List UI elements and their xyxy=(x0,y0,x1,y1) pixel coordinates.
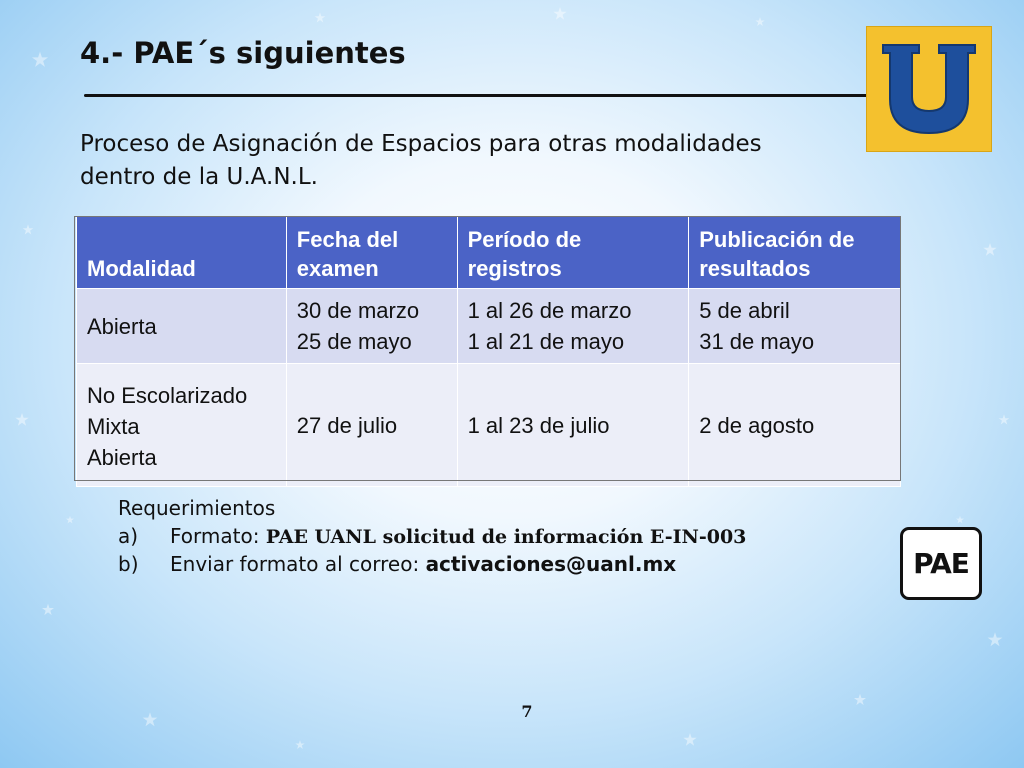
table-header-row xyxy=(77,217,901,289)
pae-logo: PAE xyxy=(900,527,982,600)
uanl-u-logo xyxy=(866,26,992,152)
header-line: registros xyxy=(467,256,562,281)
column-header-periodo-registros xyxy=(457,217,689,289)
cell-line: 2 de agosto xyxy=(699,412,815,438)
header-line: Período de xyxy=(467,227,582,252)
requirement-item xyxy=(118,524,746,548)
header-line: resultados xyxy=(699,256,811,281)
title-underline xyxy=(84,94,868,97)
table-cell-periodo-registros xyxy=(457,364,689,487)
schedule-table xyxy=(76,216,901,487)
slide-subtitle xyxy=(80,128,840,194)
subtitle-line: Proceso de Asignación de Espacios para otras modalidades xyxy=(80,131,762,157)
header-line: examen xyxy=(296,256,379,281)
list-marker: b) xyxy=(118,552,139,576)
cell-line: 30 de marzo xyxy=(296,298,420,323)
cell-line: 25 de mayo xyxy=(296,329,412,354)
column-header-modalidad xyxy=(77,217,287,289)
requirement-label: Formato: xyxy=(170,524,260,548)
table-cell-publicacion-resultados xyxy=(689,289,901,364)
header-line: Publicación de xyxy=(699,227,855,252)
cell-line: No Escolarizado xyxy=(87,382,248,408)
form-name: PAE UANL solicitud de información E-IN-003 xyxy=(265,526,747,548)
requirements-section xyxy=(118,496,746,576)
cell-line: Abierta xyxy=(87,444,157,470)
slide-title: 4.- PAE´s siguientes xyxy=(80,36,406,70)
requirement-label: Enviar formato al correo: xyxy=(170,552,420,576)
table-cell-publicacion-resultados xyxy=(689,364,901,487)
subtitle-line: dentro de la U.A.N.L. xyxy=(80,164,318,190)
cell-line: 1 al 26 de marzo xyxy=(467,298,632,323)
table-cell-modalidad xyxy=(77,289,287,364)
cell-line: 27 de julio xyxy=(296,412,398,438)
table-cell-fecha-examen xyxy=(286,364,457,487)
column-header-publicacion-resultados xyxy=(689,217,901,289)
requirements-heading: Requerimientos xyxy=(118,496,276,520)
table-row xyxy=(77,289,901,364)
requirement-item xyxy=(118,552,746,576)
cell-line: 5 de abril xyxy=(699,298,790,323)
email-link[interactable]: activaciones@uanl.mx xyxy=(425,552,677,576)
header-line: Modalidad xyxy=(87,256,196,281)
table-cell-modalidad xyxy=(77,364,287,487)
table-cell-periodo-registros xyxy=(457,289,689,364)
cell-line: Abierta xyxy=(87,313,157,339)
cell-line: 1 al 23 de julio xyxy=(467,412,610,438)
table-row xyxy=(77,364,901,487)
page-number: 7 xyxy=(521,702,533,721)
cell-line: Mixta xyxy=(87,413,140,439)
table-cell-fecha-examen xyxy=(286,289,457,364)
cell-line: 1 al 21 de mayo xyxy=(467,329,625,354)
list-marker: a) xyxy=(118,524,139,548)
header-line: Fecha del xyxy=(296,227,399,252)
cell-line: 31 de mayo xyxy=(699,329,815,354)
column-header-fecha-examen xyxy=(286,217,457,289)
